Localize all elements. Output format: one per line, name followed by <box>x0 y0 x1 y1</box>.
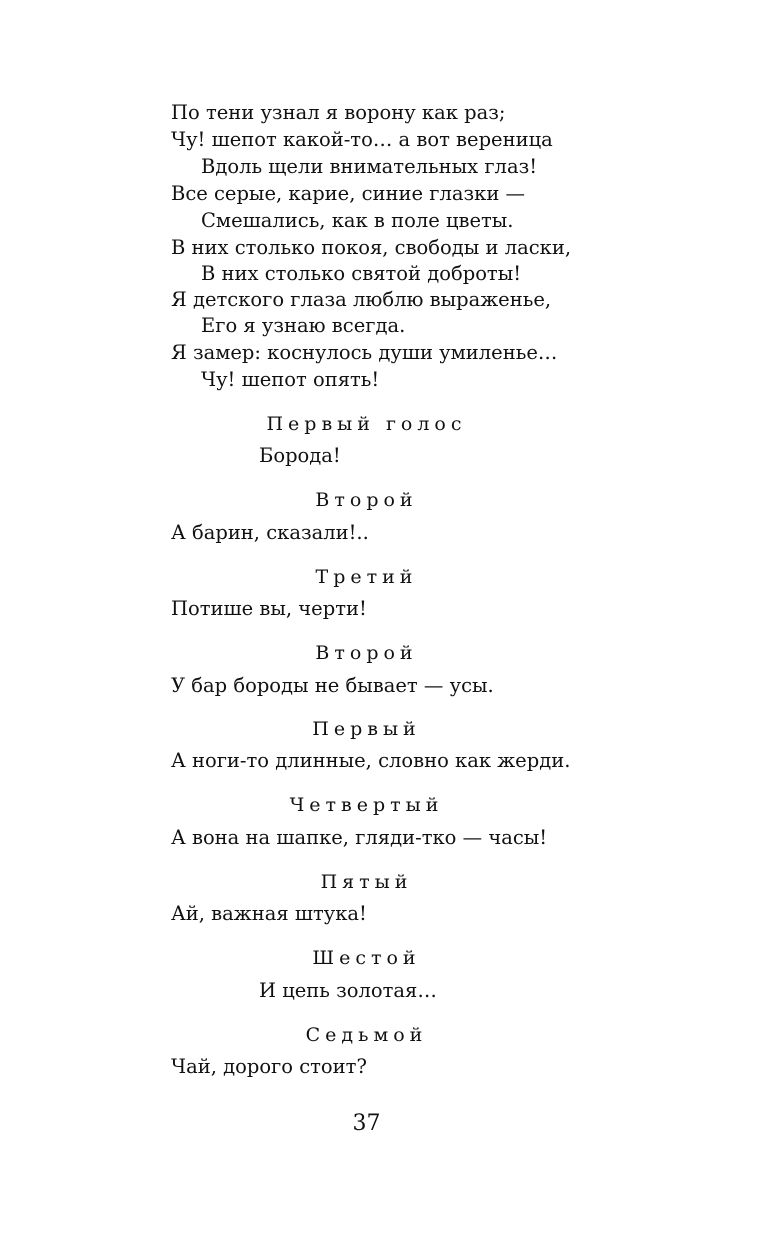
page-number: 37 <box>352 1111 381 1136</box>
speaker-name: Четвертый <box>289 794 444 816</box>
speaker-name: Седьмой <box>305 1024 428 1046</box>
stanza-line: Все серые, карие, синие глазки — <box>171 182 526 205</box>
stanza-line: В них столько покоя, свободы и ласки, <box>171 236 572 259</box>
stanza-line: Я замер: коснулось души умиленье… <box>171 341 558 364</box>
speaker-name: Третий <box>315 566 418 588</box>
dialogue-line: Потише вы, черти! <box>171 597 367 620</box>
speaker-name: Пятый <box>320 871 413 893</box>
speaker-name: Первый <box>312 718 421 740</box>
dialogue-line: А ноги-то длинные, словно как жерди. <box>171 749 571 772</box>
stanza-line: Я детского глаза люблю выраженье, <box>171 288 552 311</box>
dialogue-line: И цепь золотая… <box>259 979 437 1002</box>
stanza-line: В них столько святой доброты! <box>201 262 522 285</box>
dialogue-line: А вона на шапке, гляди-тко — часы! <box>171 826 548 849</box>
dialogue-line: У бар бороды не бывает — усы. <box>171 674 494 697</box>
dialogue-line: Борода! <box>259 444 341 467</box>
stanza-line: Чу! шепот опять! <box>201 368 380 391</box>
stanza-line: Его я узнаю всегда. <box>201 314 406 337</box>
stanza-line: Смешались, как в поле цветы. <box>201 209 514 232</box>
speaker-name: Второй <box>315 489 418 511</box>
speaker-name: Первый голос <box>266 413 467 435</box>
stanza-line: Чу! шепот какой-то… а вот вереница <box>171 128 553 151</box>
dialogue-line: А барин, сказали!.. <box>171 521 369 544</box>
dialogue-line: Чай, дорого стоит? <box>171 1055 367 1078</box>
stanza-line: По тени узнал я ворону как раз; <box>171 101 506 124</box>
stanza-line: Вдоль щели внимательных глаз! <box>201 155 538 178</box>
speaker-name: Шестой <box>312 947 421 969</box>
dialogue-line: Ай, важная штука! <box>171 902 367 925</box>
speaker-name: Второй <box>315 642 418 664</box>
